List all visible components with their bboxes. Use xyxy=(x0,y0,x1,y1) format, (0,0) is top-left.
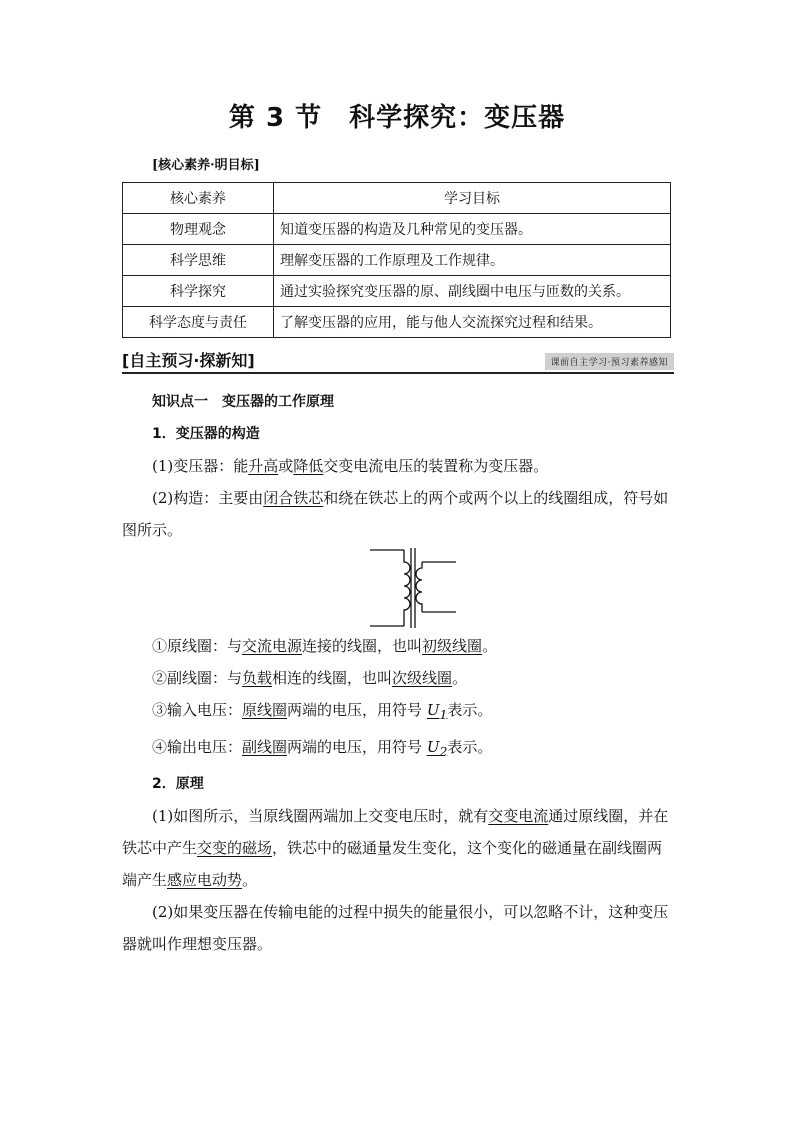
table-cell: 科学探究 xyxy=(123,276,274,307)
text: 交变电流电压的装置称为变压器。 xyxy=(323,457,549,475)
underlined-term: 负载 xyxy=(242,669,273,687)
symbol-letter: U xyxy=(426,738,440,756)
list-item xyxy=(122,694,675,731)
text: (1)如图所示，当原线圈两端加上交变电压时，就有 xyxy=(152,807,489,825)
goals-label: [核心素养·明目标] xyxy=(152,158,260,173)
transformer-symbol-icon xyxy=(370,548,460,628)
subheading-principle: 2．原理 xyxy=(152,776,204,792)
table-header-row xyxy=(123,183,671,214)
text: 两端的电压，用符号 xyxy=(287,738,427,756)
paragraph-ideal-transformer: (2)如果变压器在传输电能的过程中损失的能量很小，可以忽略不计，这种变压器就叫作理想变压器。 xyxy=(122,903,669,953)
table-cell: 理解变压器的工作原理及工作规律。 xyxy=(274,245,671,276)
underlined-term: 交变电流 xyxy=(488,807,549,825)
table-cell: 科学态度与责任 xyxy=(123,307,274,338)
voltage-symbol xyxy=(426,738,448,759)
underlined-term: 升高 xyxy=(248,457,279,475)
table-cell: 科学思维 xyxy=(123,245,274,276)
body-content xyxy=(122,386,675,960)
section-header xyxy=(122,348,674,374)
list-item xyxy=(122,662,675,694)
table-row xyxy=(123,276,671,307)
table-row xyxy=(123,307,671,338)
text: 通过原线圈，并在铁芯中产生 xyxy=(122,807,669,857)
text: ④输出电压： xyxy=(152,738,243,756)
underlined-term: 副线圈 xyxy=(242,738,288,756)
text: 表示。 xyxy=(447,738,493,756)
paragraph-structure xyxy=(122,482,675,546)
text: 两端的电压，用符号 xyxy=(287,701,427,719)
underlined-term: 降低 xyxy=(293,457,324,475)
text: 。 xyxy=(482,637,498,655)
paragraph-principle xyxy=(122,800,675,896)
section-badge: 课前自主学习·预习素养感知 xyxy=(545,353,674,370)
underlined-term: 感应电动势 xyxy=(167,871,243,889)
underlined-term: 原线圈 xyxy=(242,701,288,719)
knowledge-point-heading: 知识点一 变压器的工作原理 xyxy=(152,394,334,410)
list-item xyxy=(122,731,675,768)
transformer-symbol-figure xyxy=(122,546,675,630)
table-cell: 了解变压器的应用，能与他人交流探究过程和结果。 xyxy=(274,307,671,338)
underlined-term: 次级线圈 xyxy=(392,669,453,687)
text: ①原线圈：与 xyxy=(152,637,243,655)
voltage-symbol xyxy=(426,701,448,722)
underlined-term: 交流电源 xyxy=(242,637,303,655)
text: ，铁芯中的磁通量发生变化，这个变化的磁通量在副线圈两端产生 xyxy=(122,839,663,889)
text: 和绕在铁芯上的两个或两个以上的线圈组成，符号如图所示。 xyxy=(122,489,669,539)
text: (2)构造：主要由 xyxy=(152,489,264,507)
table-row xyxy=(123,245,671,276)
text: 。 xyxy=(452,669,468,687)
list-item xyxy=(122,630,675,662)
text: (1)变压器：能 xyxy=(152,457,249,475)
table-cell: 物理观念 xyxy=(123,214,274,245)
section-title: [自主预习·探新知] xyxy=(122,351,255,370)
table-row xyxy=(123,214,671,245)
text: ③输入电压： xyxy=(152,701,243,719)
text: ②副线圈：与 xyxy=(152,669,243,687)
text: 相连的线圈，也叫 xyxy=(272,669,393,687)
goals-table xyxy=(122,182,671,338)
table-header: 学习目标 xyxy=(274,183,671,214)
underlined-term: 交变的磁场 xyxy=(197,839,273,857)
underlined-term: 闭合铁芯 xyxy=(263,489,324,507)
text: 。 xyxy=(242,871,258,889)
paragraph-definition xyxy=(122,450,675,482)
text: 或 xyxy=(278,457,294,475)
underlined-term: 初级线圈 xyxy=(422,637,483,655)
symbol-subscript: 2 xyxy=(439,744,448,759)
text: 连接的线圈，也叫 xyxy=(302,637,423,655)
table-cell: 知道变压器的构造及几种常见的变压器。 xyxy=(274,214,671,245)
symbol-letter: U xyxy=(426,701,440,719)
table-header: 核心素养 xyxy=(123,183,274,214)
symbol-subscript: 1 xyxy=(439,707,448,722)
table-cell: 通过实验探究变压器的原、副线圈中电压与匝数的关系。 xyxy=(274,276,671,307)
text: 表示。 xyxy=(447,701,493,719)
subheading-structure: 1．变压器的构造 xyxy=(152,426,260,442)
page-title: 第 3 节 科学探究：变压器 xyxy=(228,103,566,133)
